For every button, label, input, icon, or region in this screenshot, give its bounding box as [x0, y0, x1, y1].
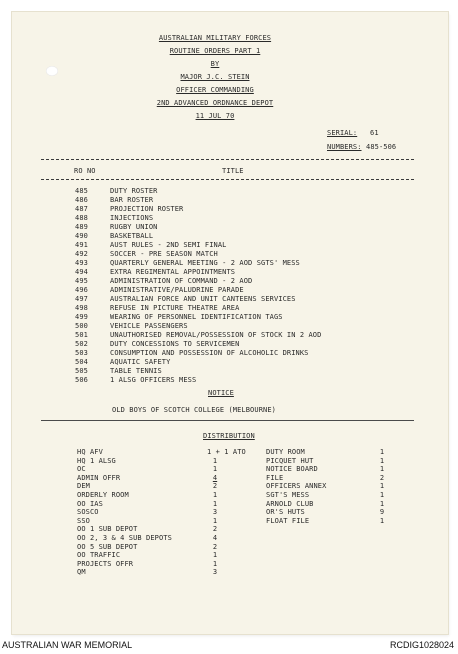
- footer-credit: AUSTRALIAN WAR MEMORIAL: [2, 640, 133, 650]
- numbers-label: NUMBERS:: [327, 143, 362, 151]
- dist-qty: 1: [212, 465, 218, 474]
- order-number: 500: [75, 322, 88, 330]
- list-item: [0, 508, 458, 517]
- list-item: [0, 500, 458, 509]
- list-item: [0, 568, 458, 577]
- order-title: CONSUMPTION AND POSSESSION OF ALCOHOLIC DRINKS: [110, 349, 309, 357]
- dist-name: OO IAS: [77, 499, 103, 508]
- dist-qty: 1: [379, 465, 385, 474]
- header-line-5: OFFICER COMMANDING: [176, 86, 254, 94]
- dist-name: FLOAT FILE: [266, 516, 310, 525]
- list-item: [0, 534, 458, 543]
- order-number: 505: [75, 367, 88, 375]
- list-item: [0, 551, 458, 560]
- dist-name: ARNOLD CLUB: [266, 499, 314, 508]
- list-item: [0, 465, 458, 474]
- dist-name: FILE: [266, 473, 284, 482]
- rule-distribution: [41, 420, 414, 421]
- dist-qty: 2: [212, 542, 218, 551]
- header-line-4: MAJOR J.C. STEIN: [180, 73, 250, 81]
- notice-heading: NOTICE: [208, 389, 234, 397]
- distribution-heading: DISTRIBUTION: [203, 432, 255, 440]
- dist-qty: 1: [212, 499, 218, 508]
- dist-qty: 3: [212, 508, 218, 517]
- dist-name: NOTICE BOARD: [266, 465, 318, 474]
- dist-name: DUTY ROOM: [266, 448, 305, 456]
- order-number: 503: [75, 349, 88, 357]
- order-number: 506: [75, 376, 88, 384]
- dist-qty: 9: [379, 508, 385, 517]
- header-date: 11 JUL 70: [195, 112, 235, 120]
- list-item: [0, 517, 458, 526]
- order-number: 496: [75, 286, 88, 294]
- dist-name: OC: [77, 465, 86, 474]
- serial-value: 61: [370, 129, 379, 137]
- dist-name: PROJECTS OFFR: [77, 559, 134, 568]
- distribution-right-list: [0, 448, 458, 525]
- order-title: RUGBY UNION: [110, 223, 158, 231]
- list-item: [0, 491, 458, 500]
- dist-name: OO 2, 3 & 4 SUB DEPOTS: [77, 533, 172, 542]
- header-line-2: ROUTINE ORDERS PART 1: [169, 47, 261, 55]
- dist-name: SSO: [77, 516, 90, 525]
- notice-text: OLD BOYS OF SCOTCH COLLEGE (MELBOURNE): [112, 406, 276, 414]
- order-number: 504: [75, 358, 88, 366]
- dist-qty: 2: [212, 525, 218, 534]
- dist-qty: 1: [212, 456, 218, 465]
- dist-name: OR'S HUTS: [266, 508, 305, 517]
- dist-qty: 1: [379, 516, 385, 525]
- order-number: 498: [75, 304, 88, 312]
- dist-qty: 1: [212, 516, 218, 525]
- dist-name: QM: [77, 568, 86, 577]
- order-title: PROJECTION ROSTER: [110, 205, 184, 213]
- list-item: [0, 474, 458, 483]
- list-item: [0, 525, 458, 534]
- order-title: DUTY CONCESSIONS TO SERVICEMEN: [110, 340, 240, 348]
- order-number: 486: [75, 196, 88, 204]
- dist-qty: 1: [212, 559, 218, 568]
- dist-qty: 1: [212, 551, 218, 560]
- footer-record-id: RCDIG1028024: [389, 640, 454, 650]
- order-title: QUARTERLY GENERAL MEETING - 2 AOD SGTS' MESS: [110, 259, 300, 267]
- rule-header-bottom: [41, 179, 414, 180]
- dist-name: ADMIN OFFR: [77, 473, 121, 482]
- list-item: [0, 448, 458, 457]
- order-title: EXTRA REGIMENTAL APPOINTMENTS: [110, 268, 236, 276]
- column-title: TITLE: [222, 167, 244, 175]
- dist-qty: 1 + 1 ATO: [207, 448, 246, 456]
- header-line-6: 2ND ADVANCED ORDNANCE DEPOT: [156, 99, 274, 107]
- order-title: BASKETBALL: [110, 232, 154, 240]
- order-number: 487: [75, 205, 88, 213]
- dist-qty: 4: [212, 473, 218, 482]
- order-number: 485: [75, 187, 88, 195]
- order-number: 495: [75, 277, 88, 285]
- order-title: UNAUTHORISED REMOVAL/POSSESSION OF STOCK IN 2 AOD: [110, 331, 322, 339]
- order-number: 490: [75, 232, 88, 240]
- order-number: 489: [75, 223, 88, 231]
- list-item: [0, 482, 458, 491]
- dist-qty: 1: [379, 490, 385, 499]
- header-line-1: AUSTRALIAN MILITARY FORCES: [158, 34, 272, 42]
- order-number: 499: [75, 313, 88, 321]
- list-item: [0, 560, 458, 569]
- dist-name: SGT'S MESS: [266, 490, 310, 499]
- order-title: TABLE TENNIS: [110, 367, 162, 375]
- order-title: DUTY ROSTER: [110, 187, 158, 195]
- dist-name: OO TRAFFIC: [77, 551, 121, 560]
- order-title: 1 ALSG OFFICERS MESS: [110, 376, 197, 384]
- dist-name: DEM: [77, 482, 90, 491]
- order-title: WEARING OF PERSONNEL IDENTIFICATION TAGS: [110, 313, 283, 321]
- dist-name: SOSCO: [77, 508, 99, 517]
- dist-qty: 2: [212, 482, 218, 491]
- dist-qty: 1: [379, 456, 385, 465]
- order-title: REFUSE IN PICTURE THEATRE AREA: [110, 304, 240, 312]
- dist-name: OO 5 SUB DEPOT: [77, 542, 138, 551]
- order-number: 494: [75, 268, 88, 276]
- order-title: ADMINISTRATIVE/PALUDRINE PARADE: [110, 286, 244, 294]
- order-number: 493: [75, 259, 88, 267]
- header-line-3: BY: [210, 60, 220, 68]
- dist-name: HQ AFV: [77, 448, 103, 456]
- dist-name: ORDERLY ROOM: [77, 490, 129, 499]
- dist-name: PICQUET HUT: [266, 456, 314, 465]
- order-number: 488: [75, 214, 88, 222]
- order-number: 492: [75, 250, 88, 258]
- numbers-value: 485-506: [366, 143, 397, 151]
- dist-name: HQ 1 ALSG: [77, 456, 116, 465]
- dist-name: OO 1 SUB DEPOT: [77, 525, 138, 534]
- order-number: 502: [75, 340, 88, 348]
- order-title: AQUATIC SAFETY: [110, 358, 171, 366]
- dist-qty: 4: [212, 533, 218, 542]
- order-title: SOCCER - PRE SEASON MATCH: [110, 250, 218, 258]
- order-title: AUST RULES - 2ND SEMI FINAL: [110, 241, 227, 249]
- dist-name: OFFICERS ANNEX: [266, 482, 327, 491]
- column-rono: RO NO: [74, 167, 96, 175]
- rule-top: [41, 159, 414, 160]
- dist-qty: 2: [379, 473, 385, 482]
- dist-qty: 1: [212, 490, 218, 499]
- serial-label: SERIAL:: [327, 129, 358, 137]
- order-title: ADMINISTRATION OF COMMAND - 2 AOD: [110, 277, 253, 285]
- order-number: 501: [75, 331, 88, 339]
- dist-qty: 3: [212, 568, 218, 577]
- order-number: 497: [75, 295, 88, 303]
- dist-qty: 1: [379, 482, 385, 491]
- order-title: AUSTRALIAN FORCE AND UNIT CANTEENS SERVICES: [110, 295, 296, 303]
- punch-hole: [46, 66, 58, 76]
- order-title: BAR ROSTER: [110, 196, 154, 204]
- order-number: 491: [75, 241, 88, 249]
- dist-qty: 1: [379, 499, 385, 508]
- list-item: [0, 543, 458, 552]
- dist-qty: 1: [379, 448, 385, 456]
- list-item: [0, 457, 458, 466]
- order-title: INJECTIONS: [110, 214, 154, 222]
- order-title: VEHICLE PASSENGERS: [110, 322, 188, 330]
